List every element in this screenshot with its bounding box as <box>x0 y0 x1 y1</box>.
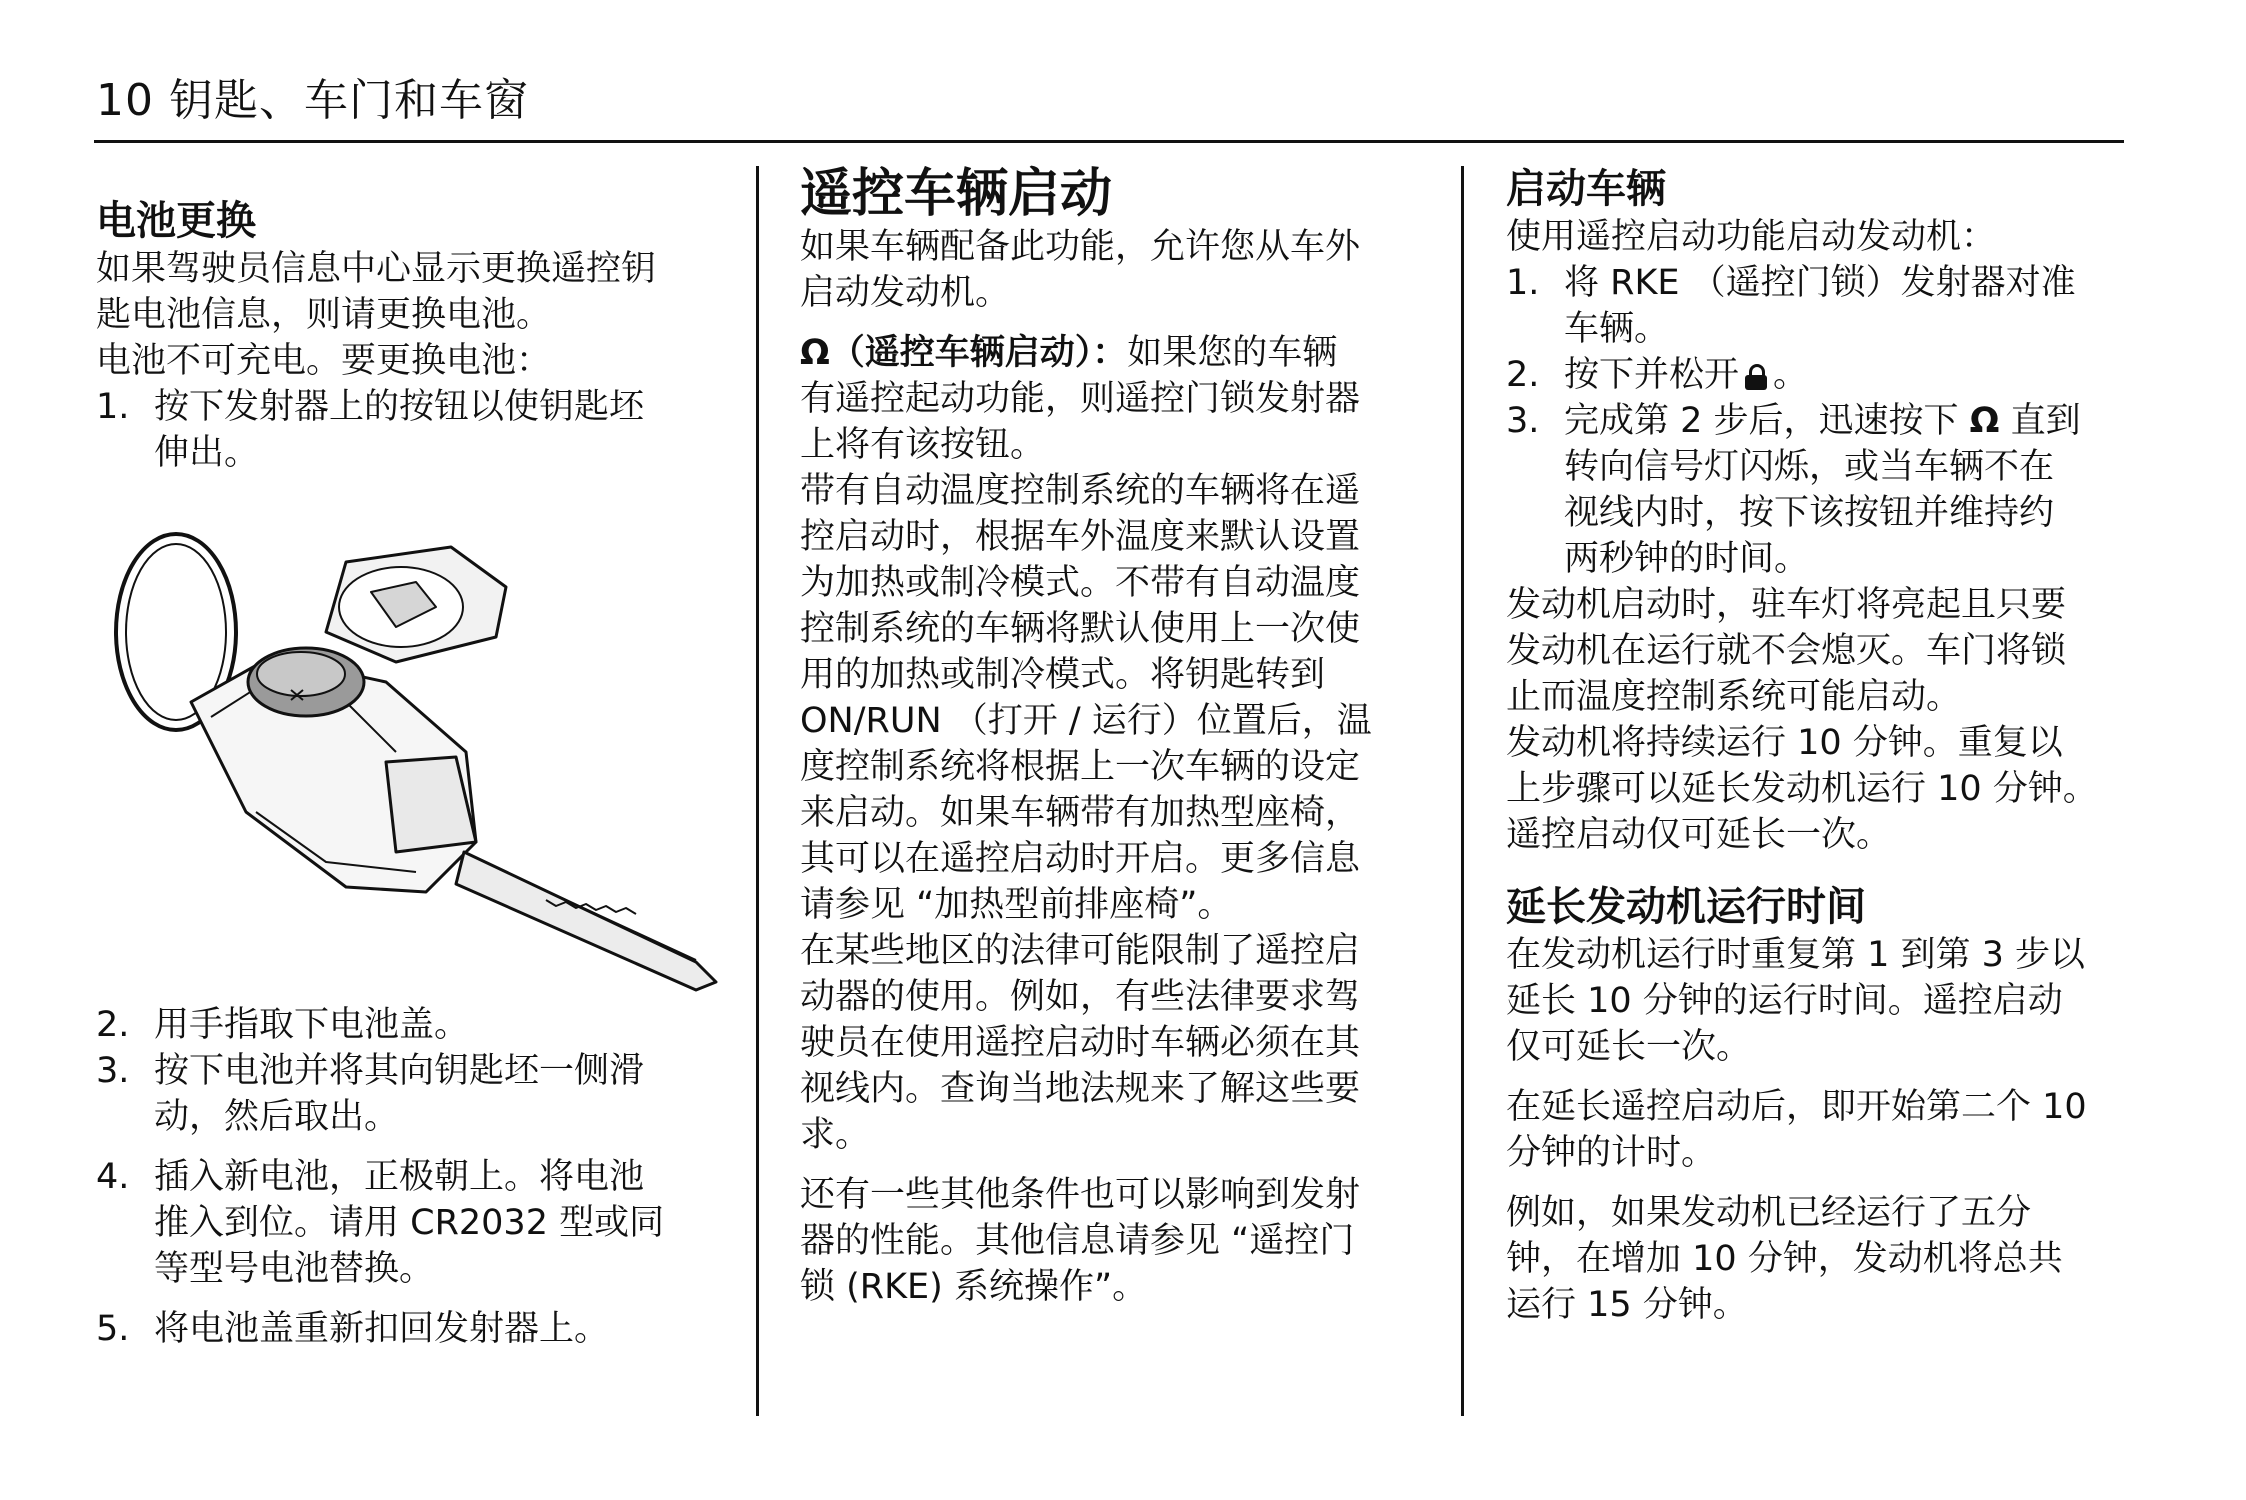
text-fragment: 按下并松开 <box>1564 355 1740 395</box>
text-line: 启动发动机。 <box>800 273 1011 313</box>
text-line: 视线内时，按下该按钮并维持约 <box>1564 493 2055 533</box>
section-heading-extend-runtime: 延长发动机运行时间 <box>1506 884 1866 930</box>
text-line: 电池不可充电。要更换电池： <box>96 341 552 381</box>
page-header: 10 钥匙、车门和车窗 <box>96 75 529 126</box>
column-remote-start <box>800 164 1440 1310</box>
text-line: 如果驾驶员信息中心显示更换遥控钥 <box>96 249 657 289</box>
list-item <box>96 1306 716 1352</box>
text-line: 动器的使用。例如，有些法律要求驾 <box>800 977 1361 1017</box>
section-heading-remote-start: 遥控车辆启动 <box>800 164 1113 224</box>
text-line: 两秒钟的时间。 <box>1564 539 1810 579</box>
list-number: 1. <box>96 387 130 427</box>
list-number: 3. <box>1506 401 1540 441</box>
text-line: 来启动。如果车辆带有加热型座椅， <box>800 793 1361 833</box>
text-line: 请参见 “加热型前排座椅”。 <box>800 885 1233 925</box>
text-line: 止而温度控制系统可能启动。 <box>1506 677 1962 717</box>
text-line: 锁 (RKE) 系统操作”。 <box>800 1267 1148 1307</box>
text-line: 遥控启动仅可延长一次。 <box>1506 815 1892 855</box>
text-line: 转向信号灯闪烁，或当车辆不在 <box>1564 447 2055 487</box>
section-heading-start-vehicle: 启动车辆 <box>1506 166 1666 212</box>
text-line: 发动机启动时，驻车灯将亮起且只要 <box>1506 585 2067 625</box>
text-line: 用手指取下电池盖。 <box>154 1005 470 1045</box>
text-line: 按下电池并将其向钥匙坯一侧滑 <box>154 1051 645 1091</box>
text-line: 带有自动温度控制系统的车辆将在遥 <box>800 471 1361 511</box>
list-item <box>96 384 716 476</box>
text-line: 其可以在遥控启动时开启。更多信息 <box>800 839 1361 879</box>
text-line: 视线内。查询当地法规来了解这些要 <box>800 1069 1361 1109</box>
list-item <box>1506 352 2146 398</box>
list-item <box>1506 398 2146 582</box>
list-number: 4. <box>96 1157 130 1197</box>
text-line: 例如，如果发动机已经运行了五分 <box>1506 1193 2032 1233</box>
column-divider-1 <box>756 166 759 1416</box>
text-line: 将 RKE （遥控门锁）发射器对准 <box>1564 263 2076 303</box>
text-fragment: 完成第 2 步后，迅速按下 <box>1564 401 1959 441</box>
list-number: 2. <box>1506 355 1540 395</box>
text-line: 插入新电池，正极朝上。将电池 <box>154 1157 645 1197</box>
lock-icon <box>1745 364 1767 390</box>
text-line: 延长 10 分钟的运行时间。遥控启动 <box>1506 981 2063 1021</box>
text-line: 在某些地区的法律可能限制了遥控启 <box>800 931 1361 971</box>
column-battery-steps-continued <box>96 1002 716 1352</box>
column-start-vehicle <box>1506 164 2146 1328</box>
text-line: 伸出。 <box>154 433 260 473</box>
section-heading-battery: 电池更换 <box>96 198 256 244</box>
text-fragment: 直到 <box>2010 401 2081 441</box>
list-number: 3. <box>96 1051 130 1091</box>
text-line <box>1564 352 2146 398</box>
text-line: 等型号电池替换。 <box>154 1249 435 1289</box>
text-line: 发动机将持续运行 10 分钟。重复以 <box>1506 723 2063 763</box>
text-line: 将电池盖重新扣回发射器上。 <box>154 1309 610 1349</box>
text-line: 用的加热或制冷模式。将钥匙转到 <box>800 655 1326 695</box>
remote-start-icon: Ω <box>1969 401 2000 441</box>
list-item <box>96 1154 716 1292</box>
text-line: 为加热或制冷模式。不带有自动温度 <box>800 563 1361 603</box>
text-line: 上将有该按钮。 <box>800 425 1046 465</box>
text-line: 在延长遥控启动后，即开始第二个 10 <box>1506 1087 2087 1127</box>
text-fragment: 。 <box>1773 355 1809 395</box>
list-number: 2. <box>96 1005 130 1045</box>
text-line: 动，然后取出。 <box>154 1097 400 1137</box>
list-number: 1. <box>1506 263 1540 303</box>
text-line: 匙电池信息，则请更换电池。 <box>96 295 552 335</box>
key-fob-illustration <box>96 512 726 992</box>
text-line: 运行 15 分钟。 <box>1506 1285 1748 1325</box>
text-line: 车辆。 <box>1564 309 1670 349</box>
text-line: 器的性能。其他信息请参见 “遥控门 <box>800 1221 1355 1261</box>
header-rule <box>94 140 2124 143</box>
text-line: 推入到位。请用 CR2032 型或同 <box>154 1203 665 1243</box>
text-line: 驶员在使用遥控启动时车辆必须在其 <box>800 1023 1361 1063</box>
text-line: 钟，在增加 10 分钟，发动机将总共 <box>1506 1239 2063 1279</box>
text-line: 控制系统的车辆将默认使用上一次使 <box>800 609 1361 649</box>
text-line <box>1564 398 2146 444</box>
text-line: 在发动机运行时重复第 1 到第 3 步以 <box>1506 935 2086 975</box>
text-line: 仅可延长一次。 <box>1506 1027 1752 1067</box>
text-line: 还有一些其他条件也可以影响到发射 <box>800 1175 1361 1215</box>
text-line: 分钟的计时。 <box>1506 1133 1717 1173</box>
text-line: 使用遥控启动功能启动发动机： <box>1506 217 1997 257</box>
text-line: 上步骤可以延长发动机运行 10 分钟。 <box>1506 769 2098 809</box>
text-line: 如果车辆配备此功能，允许您从车外 <box>800 227 1361 267</box>
text-line: 发动机在运行就不会熄灭。车门将锁 <box>1506 631 2067 671</box>
column-divider-2 <box>1461 166 1464 1416</box>
list-item <box>96 1002 716 1048</box>
text-line: ON/RUN （打开 / 运行）位置后，温 <box>800 701 1372 741</box>
text-line: 控启动时，根据车外温度来默认设置 <box>800 517 1361 557</box>
column-battery-replacement <box>96 196 716 476</box>
button-note <box>800 330 1440 376</box>
button-note-label: （遥控车辆启动）： <box>829 333 1128 373</box>
text-line: 度控制系统将根据上一次车辆的设定 <box>800 747 1361 787</box>
list-number: 5. <box>96 1309 130 1349</box>
text-line: 求。 <box>800 1115 871 1155</box>
text-line: 按下发射器上的按钮以使钥匙坯 <box>154 387 645 427</box>
text-fragment: 如果您的车辆 <box>1127 333 1338 373</box>
list-item <box>1506 260 2146 352</box>
remote-start-icon: Ω <box>800 333 830 373</box>
list-item <box>96 1048 716 1140</box>
text-line: 有遥控起动功能，则遥控门锁发射器 <box>800 379 1361 419</box>
